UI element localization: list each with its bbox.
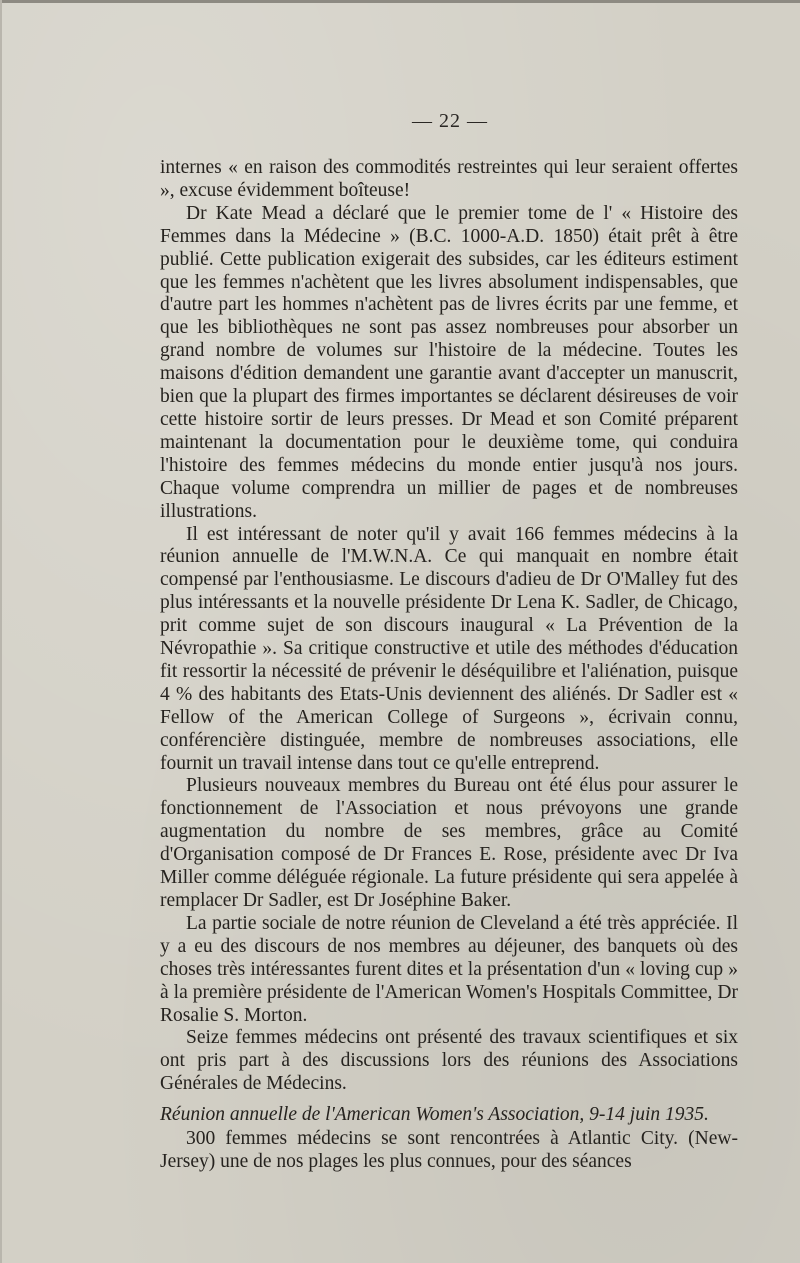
paragraph: Il est intéressant de noter qu'il y avait 166 femmes médecins à la réunion annuelle de l'M.W.N.A. Ce qui manquait en nombre était compensé par l'enthousiasme. Le discours d'adieu de Dr O'Malley fut des plus intéressants et la nouvelle présidente Dr Lena K. Sadler, de Chicago, prit comme sujet de son discours inaugural « La Prévention de la Névropathie ». Sa critique constructive et utile des méthodes d'éducation fit ressortir la nécessité de prévenir le déséquilibre et l'aliénation, puisque 4 % des habitants des Etats-Unis deviennent des aliénés. Dr Sadler est « Fellow of the American College of Surgeons », écrivain connu, conférencière distinguée, membre de nombreuses associations, elle fournit un travail intense dans tout ce qu'elle entreprend. <box>160 523 738 774</box>
paragraph: 300 femmes médecins se sont rencontrées à Atlantic City. (New-Jersey) une de nos plages les plus connues, pour des séances <box>160 1128 738 1172</box>
paragraph: internes « en raison des commodités restreintes qui leur seraient offertes », excuse évidemment boîteuse! <box>160 157 738 201</box>
section-heading: Réunion annuelle de l'American Women's Association, 9-14 juin 1935. <box>160 1104 709 1126</box>
left-page-edge <box>0 0 2 1263</box>
paragraph: La partie sociale de notre réunion de Cleveland a été très appréciée. Il y a eu des discours de nos membres au déjeuner, des banquets où des choses très intéressantes furent dites et la présentation d'un « loving cup » à la première présidente de l'American Women's Hospitals Committee, Dr Rosalie S. Morton. <box>160 912 738 1026</box>
paragraph: Plusieurs nouveaux membres du Bureau ont été élus pour assurer le fonctionnement de l'Association et nous prévoyons une grande augmentation du nombre de ses membres, grâce au Comité d'Organisation composé de Dr Frances E. Rose, présidente avec Dr Iva Miller comme déléguée régionale. La future présidente qui sera appelée à remplacer Dr Sadler, est Dr Joséphine Baker. <box>160 775 738 911</box>
page-number: — 22 — <box>412 110 488 132</box>
top-edge-rule <box>0 0 800 3</box>
paragraph: Dr Kate Mead a déclaré que le premier tome de l' « Histoire des Femmes dans la Médecine » (B.C. 1000-A.D. 1850) était prêt à être publié. Cette publication exigerait des subsides, car les éditeurs estiment que les femmes n'achètent que les livres absolument indispensables, que d'autre part les hommes n'achètent pas de livres écrits par une femme, et que les bibliothèques ne sont pas assez nombreuses pour absorber un grand nombre de volumes sur l'histoire de la médecine. Toutes les maisons d'édition demandent une garantie avant d'accepter un manuscrit, bien que la plupart des firmes importantes se déclarent désireuses de voir cette histoire sortir de leurs presses. Dr Mead et son Comité préparent maintenant la documentation pour le deuxième tome, qui conduira l'histoire des femmes médecins du monde entier jusqu'à nos jours. Chaque volume comprendra un millier de pages et de nombreuses illustrations. <box>160 202 738 522</box>
paragraph: Seize femmes médecins ont présenté des travaux scientifiques et six ont pris part à des discussions lors des réunions des Associations Générales de Médecins. <box>160 1027 738 1095</box>
body-text <box>160 157 738 1174</box>
